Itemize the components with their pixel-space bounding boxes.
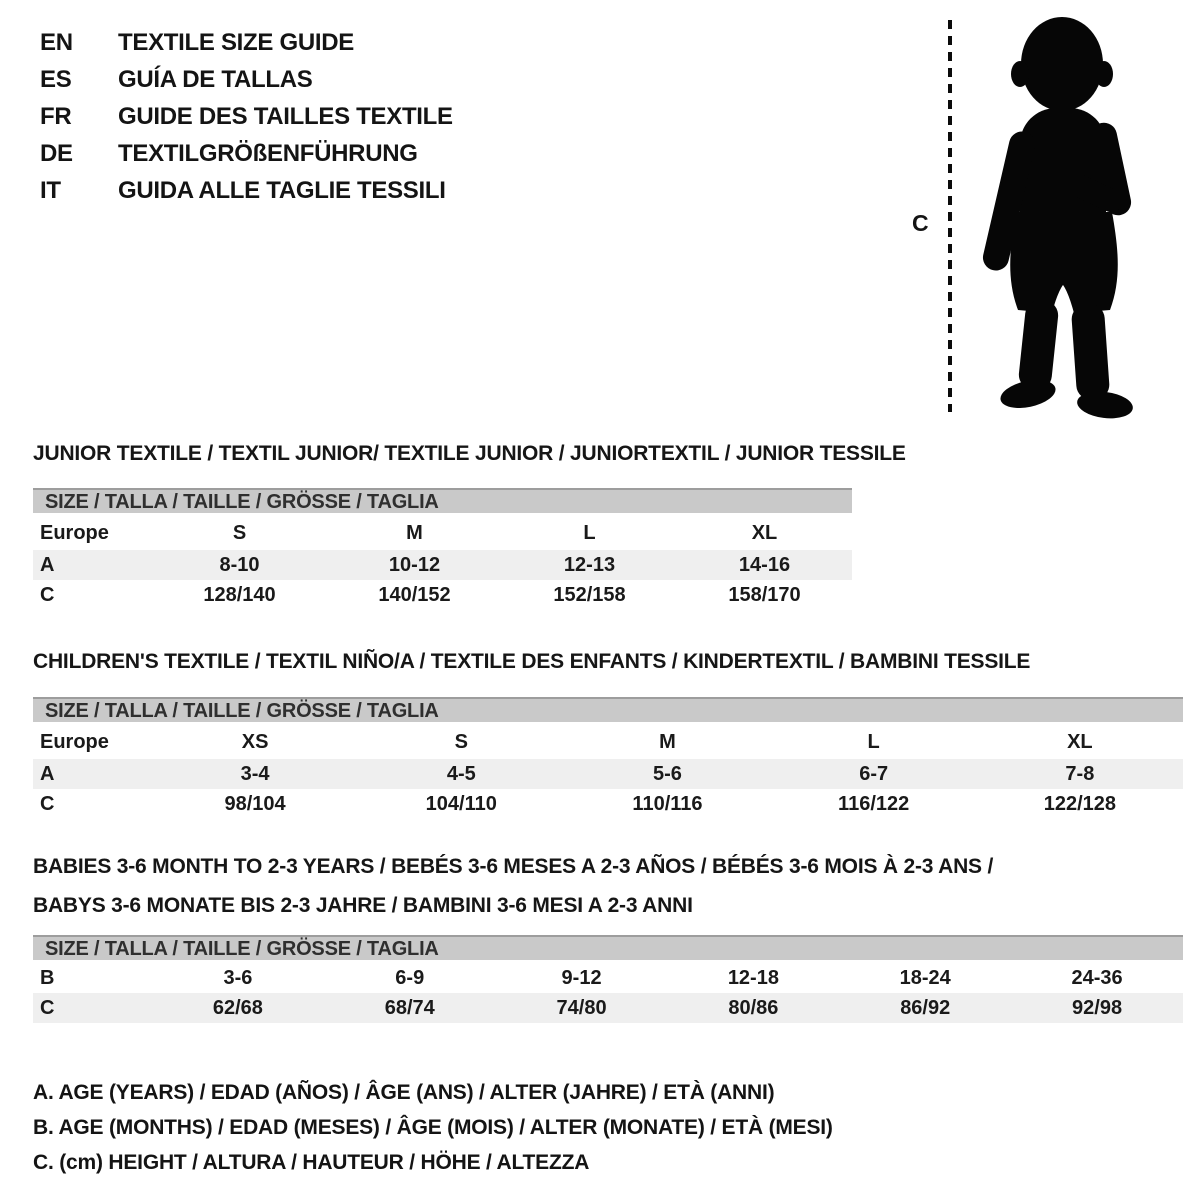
size-value: 3-4	[240, 762, 270, 785]
size-value: 9-12	[561, 966, 602, 989]
size-value: 10-12	[388, 553, 441, 576]
size-value: 12-13	[563, 553, 616, 576]
row-label: C	[40, 583, 55, 606]
size-value: 158/170	[728, 583, 801, 606]
region-column-header: Europe	[40, 730, 109, 753]
height-measure-label: C	[912, 210, 929, 236]
language-row	[40, 135, 453, 172]
size-value: 24-36	[1071, 966, 1123, 989]
size-value: 104/110	[425, 792, 497, 815]
section-title	[33, 847, 1200, 925]
language-list	[40, 24, 453, 209]
size-column-header: XL	[1067, 730, 1093, 753]
table-header-row	[33, 725, 1183, 759]
language-row	[40, 172, 453, 209]
size-value: 4-5	[446, 762, 476, 785]
size-value: 140/152	[378, 583, 451, 606]
size-header-bar: SIZE / TALLA / TAILLE / GRÖSSE / TAGLIA	[33, 697, 1183, 722]
children-size-table	[33, 725, 1183, 819]
size-value: 68/74	[384, 996, 435, 1019]
language-code: EN	[40, 29, 73, 56]
size-value: 92/98	[1072, 996, 1123, 1019]
language-title: GUÍA DE TALLAS	[118, 66, 313, 93]
size-value: 110/116	[632, 792, 703, 815]
size-value: 128/140	[203, 583, 276, 606]
section-title-line: BABIES 3-6 MONTH TO 2-3 YEARS / BEBÉS 3-6 MESES A 2-3 AÑOS / BÉBÉS 3-6 MOIS À 2-3 ANS /	[33, 855, 994, 878]
size-column-header: M	[659, 730, 676, 753]
junior-size-table	[33, 516, 852, 610]
size-column-header: S	[454, 730, 468, 753]
section-childrens-textile	[33, 648, 1200, 819]
row-label: A	[40, 553, 55, 576]
size-value: 3-6	[223, 966, 253, 989]
language-title: TEXTILGRÖßENFÜHRUNG	[118, 140, 418, 167]
size-value: 80/86	[728, 996, 779, 1019]
size-value: 18-24	[899, 966, 951, 989]
table-row	[33, 580, 852, 610]
language-code: IT	[40, 177, 61, 204]
size-value: 122/128	[1043, 792, 1117, 815]
section-junior-textile	[33, 440, 1200, 610]
row-label: C	[40, 792, 55, 815]
header-area	[0, 0, 1200, 430]
size-value: 152/158	[553, 583, 626, 606]
size-column-header: L	[867, 730, 880, 753]
size-header-bar: SIZE / TALLA / TAILLE / GRÖSSE / TAGLIA	[33, 935, 1183, 960]
tables-area	[0, 440, 1200, 1180]
size-value: 62/68	[212, 996, 263, 1019]
size-column-header: XS	[241, 730, 269, 753]
table-row	[33, 550, 852, 580]
size-value: 6-7	[859, 762, 889, 785]
size-value: 6-9	[395, 966, 425, 989]
language-title: GUIDE DES TAILLES TEXTILE	[118, 103, 453, 130]
row-label: C	[40, 996, 55, 1019]
height-figure	[910, 12, 1160, 422]
section-title-line: BABYS 3-6 MONATE BIS 2-3 JAHRE / BAMBINI 3-6 MESI A 2-3 ANNI	[33, 894, 693, 917]
size-value: 98/104	[224, 792, 286, 815]
table-row	[33, 759, 1183, 789]
legend	[33, 1075, 1200, 1180]
size-value: 74/80	[556, 996, 607, 1019]
row-label: A	[40, 762, 55, 785]
size-column-header: S	[232, 521, 247, 544]
language-title: GUIDA ALLE TAGLIE TESSILI	[118, 177, 446, 204]
size-value: 86/92	[900, 996, 951, 1019]
toddler-silhouette-icon	[972, 12, 1148, 422]
language-code: DE	[40, 140, 73, 167]
language-row	[40, 61, 453, 98]
row-label: B	[40, 966, 55, 989]
section-title-line: CHILDREN'S TEXTILE / TEXTIL NIÑO/A / TEXTILE DES ENFANTS / KINDERTEXTIL / BAMBINI TESSILE	[33, 650, 1031, 673]
size-header-bar: SIZE / TALLA / TAILLE / GRÖSSE / TAGLIA	[33, 488, 852, 513]
legend-line: C. (cm) HEIGHT / ALTURA / HAUTEUR / HÖHE / ALTEZZA	[33, 1151, 590, 1174]
size-value: 5-6	[653, 762, 682, 785]
language-row	[40, 24, 453, 61]
table-row	[33, 963, 1183, 993]
language-row	[40, 98, 453, 135]
section-title	[33, 648, 1200, 675]
size-value: 12-18	[727, 966, 779, 989]
babies-size-table	[33, 963, 1183, 1023]
legend-line: B. AGE (MONTHS) / EDAD (MESES) / ÂGE (MOIS) / ALTER (MONATE) / ETÀ (MESI)	[33, 1116, 833, 1139]
legend-line: A. AGE (YEARS) / EDAD (AÑOS) / ÂGE (ANS) / ALTER (JAHRE) / ETÀ (ANNI)	[33, 1081, 775, 1104]
size-value: 116/122	[838, 792, 910, 815]
height-measure-dashed-line	[948, 20, 952, 412]
language-code: FR	[40, 103, 72, 130]
size-value: 7-8	[1065, 762, 1095, 785]
section-title-line: JUNIOR TEXTILE / TEXTIL JUNIOR/ TEXTILE JUNIOR / JUNIORTEXTIL / JUNIOR TESSILE	[33, 442, 906, 465]
size-column-header: L	[583, 521, 596, 544]
table-row	[33, 993, 1183, 1023]
size-value: 14-16	[738, 553, 791, 576]
language-code: ES	[40, 66, 72, 93]
region-column-header: Europe	[40, 521, 109, 544]
size-column-header: M	[406, 521, 423, 544]
section-title	[33, 440, 1200, 467]
size-value: 8-10	[219, 553, 260, 576]
size-column-header: XL	[751, 521, 778, 544]
language-title: TEXTILE SIZE GUIDE	[118, 29, 354, 56]
table-header-row	[33, 516, 852, 550]
section-babies-textile	[33, 847, 1200, 1023]
table-row	[33, 789, 1183, 819]
